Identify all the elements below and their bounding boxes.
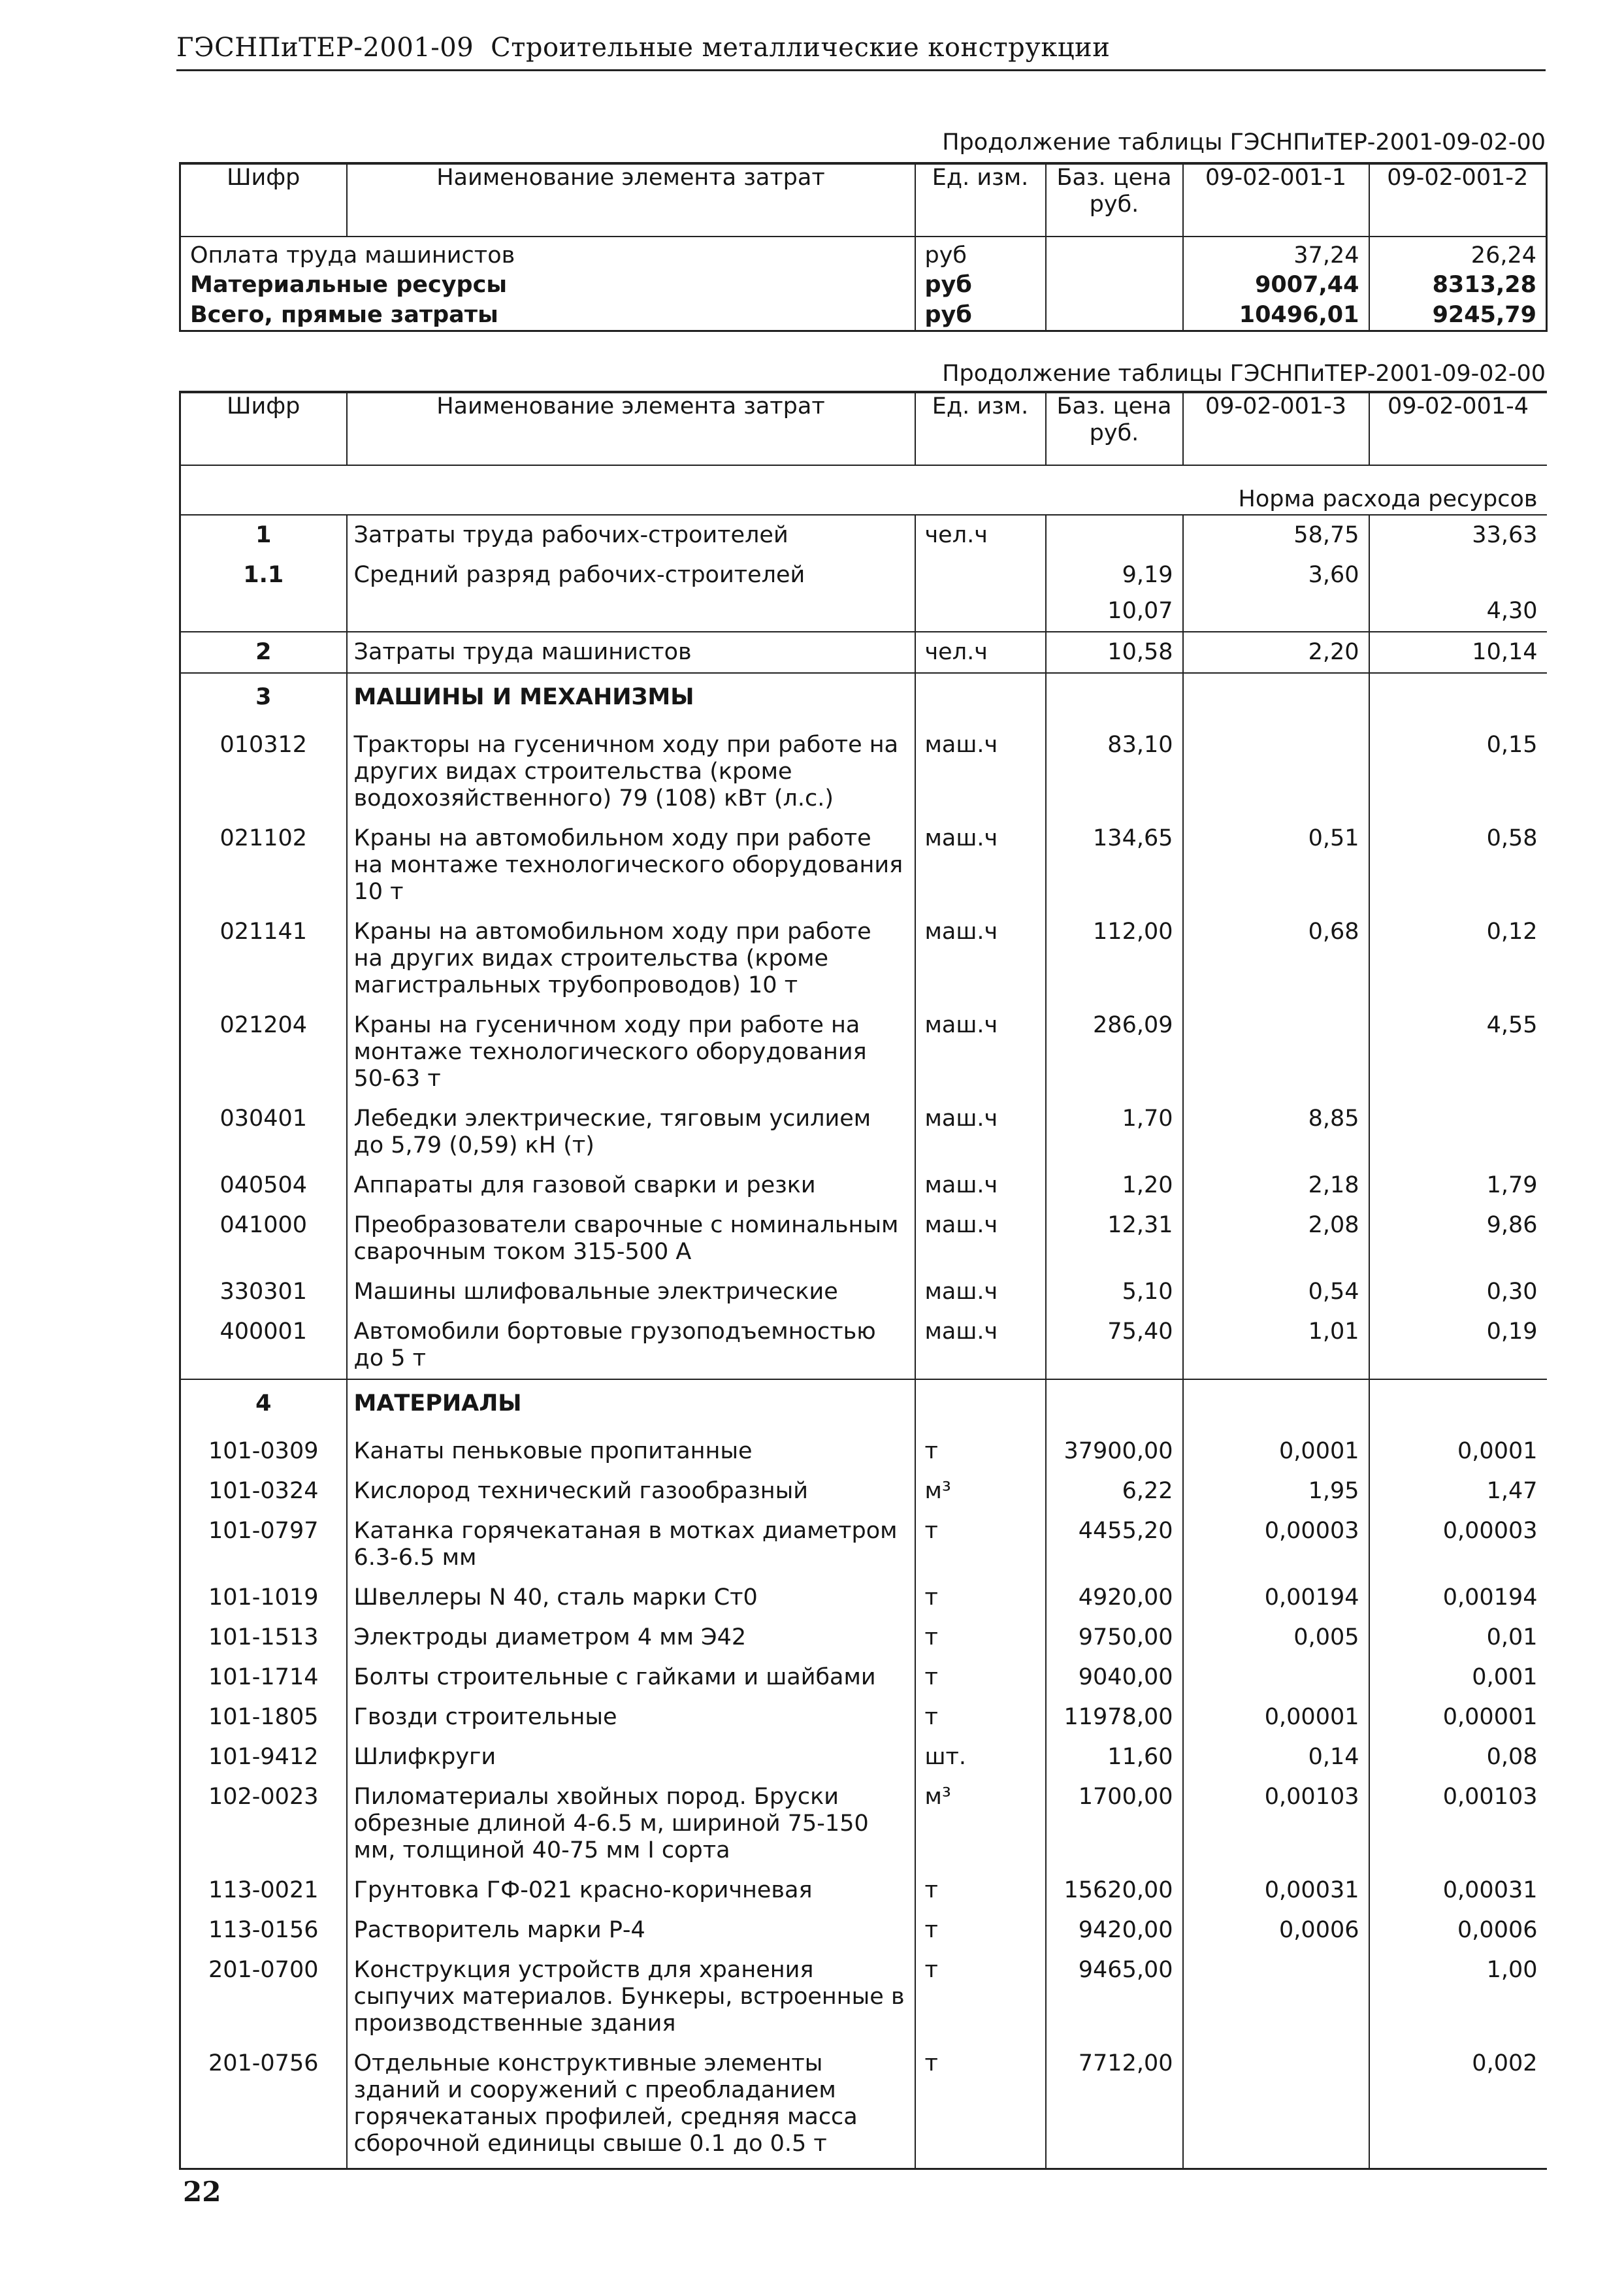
row-value-a: 2,08 bbox=[1183, 1205, 1369, 1272]
header-text bbox=[176, 33, 1110, 63]
row-value-a bbox=[1183, 717, 1369, 819]
row-price: 112,00 bbox=[1046, 912, 1183, 1006]
row-code: 030401 bbox=[219, 1106, 308, 1132]
row-price: 1,70 bbox=[1046, 1099, 1183, 1166]
row-name: МАШИНЫ И МЕХАНИЗМЫ bbox=[347, 673, 915, 717]
row-price: 9465,00 bbox=[1046, 1950, 1183, 2044]
row-code: 101-1714 bbox=[208, 1664, 319, 1690]
row-name: Автомобили бортовые грузоподъемностью до 5 т bbox=[347, 1312, 915, 1379]
table-row bbox=[180, 1618, 1547, 1658]
row-unit: руб bbox=[915, 272, 1046, 302]
row-price: 10,58 bbox=[1046, 632, 1183, 673]
row-unit: т bbox=[915, 1424, 1046, 1471]
table-row bbox=[180, 1379, 1547, 1424]
row-name: Затраты труда рабочих-строителей bbox=[347, 515, 915, 555]
row-name: Конструкция устройств для хранения сыпучих материалов. Бункеры, встроенные в производственные здания bbox=[347, 1950, 915, 2044]
row-price: 9750,00 bbox=[1046, 1618, 1183, 1658]
table-row bbox=[180, 1697, 1547, 1737]
row-price bbox=[1046, 1379, 1183, 1424]
row-code: 1.1 bbox=[243, 562, 284, 588]
row-code: 101-1805 bbox=[208, 1704, 319, 1730]
table-row bbox=[180, 1312, 1547, 1379]
row-name: Аппараты для газовой сварки и резки bbox=[347, 1166, 915, 1205]
row-unit: т bbox=[915, 1658, 1046, 1697]
row-name: Пиломатериалы хвойных пород. Бруски обрезные длиной 4-6.5 м, шириной 75-150 мм, толщиной 40-75 мм I сорта bbox=[347, 1777, 915, 1871]
row-value-a bbox=[1183, 1950, 1369, 2044]
row-value-a: 0,00103 bbox=[1183, 1777, 1369, 1871]
table1-col-name: Наименование элемента затрат bbox=[347, 163, 915, 237]
row-price: 11978,00 bbox=[1046, 1697, 1183, 1737]
row-value-b: 1,79 bbox=[1369, 1166, 1547, 1205]
row-value-a: 0,0001 bbox=[1183, 1424, 1369, 1471]
page-number: 22 bbox=[183, 2176, 221, 2208]
table-row bbox=[180, 1737, 1547, 1777]
table-row bbox=[180, 555, 1547, 595]
row-price bbox=[1046, 272, 1183, 302]
table-row bbox=[180, 1950, 1547, 2044]
table-row bbox=[180, 717, 1547, 819]
row-unit bbox=[915, 555, 1046, 595]
row-value-b: 0,12 bbox=[1369, 912, 1547, 1006]
row-unit: маш.ч bbox=[915, 1006, 1046, 1099]
row-value-a: 8,85 bbox=[1183, 1099, 1369, 1166]
table-row bbox=[180, 1658, 1547, 1697]
row-value-b: 0,002 bbox=[1369, 2044, 1547, 2169]
row-value-a: 10496,01 bbox=[1183, 302, 1369, 331]
row-price: 75,40 bbox=[1046, 1312, 1183, 1379]
row-price: 5,10 bbox=[1046, 1272, 1183, 1312]
row-value-b: 0,00003 bbox=[1369, 1511, 1547, 1578]
table-row bbox=[180, 2044, 1547, 2169]
row-value-b: 0,0006 bbox=[1369, 1910, 1547, 1950]
table-row bbox=[180, 632, 1547, 673]
row-code: 101-0309 bbox=[208, 1438, 319, 1464]
row-unit: маш.ч bbox=[915, 1166, 1046, 1205]
row-name: Средний разряд рабочих-строителей bbox=[347, 555, 915, 595]
row-name: Болты строительные с гайками и шайбами bbox=[347, 1658, 915, 1697]
row-value-a: 0,00001 bbox=[1183, 1697, 1369, 1737]
table-row bbox=[180, 302, 1547, 331]
table1-header-row bbox=[180, 163, 1547, 237]
row-value-a bbox=[1183, 2044, 1369, 2169]
row-name: Тракторы на гусеничном ходу при работе на других видах строительства (кроме водохозяйственного) 79 (108) кВт (л.с.) bbox=[347, 717, 915, 819]
row-price: 15620,00 bbox=[1046, 1871, 1183, 1910]
row-value-b: 0,00001 bbox=[1369, 1697, 1547, 1737]
table2-body bbox=[180, 515, 1547, 2169]
row-price: 7712,00 bbox=[1046, 2044, 1183, 2169]
row-code bbox=[180, 595, 347, 632]
row-code: 101-9412 bbox=[208, 1744, 319, 1770]
row-name: Краны на автомобильном ходу при работе на других видах строительства (кроме магистральных трубопроводов) 10 т bbox=[347, 912, 915, 1006]
row-price: 286,09 bbox=[1046, 1006, 1183, 1099]
row-name: Материальные ресурсы bbox=[190, 272, 507, 298]
row-value-a bbox=[1183, 595, 1369, 632]
row-unit: маш.ч bbox=[915, 912, 1046, 1006]
row-value-b: 1,47 bbox=[1369, 1471, 1547, 1511]
row-name: Шлифкруги bbox=[347, 1737, 915, 1777]
row-unit: чел.ч bbox=[915, 515, 1046, 555]
table-row bbox=[180, 1205, 1547, 1272]
table-row bbox=[180, 1272, 1547, 1312]
row-code: 021141 bbox=[219, 919, 308, 945]
row-unit: маш.ч bbox=[915, 1312, 1046, 1379]
row-unit: маш.ч bbox=[915, 717, 1046, 819]
table-row bbox=[180, 1578, 1547, 1618]
row-price: 1,20 bbox=[1046, 1166, 1183, 1205]
row-value-b: 4,55 bbox=[1369, 1006, 1547, 1099]
row-code: 021102 bbox=[219, 825, 308, 851]
table2-caption: Продолжение таблицы ГЭСНПиТЕР-2001-09-02-00 bbox=[942, 361, 1546, 387]
row-unit: т bbox=[915, 1910, 1046, 1950]
table2-col-b: 09-02-001-4 bbox=[1369, 392, 1547, 465]
row-unit: чел.ч bbox=[915, 632, 1046, 673]
row-unit: т bbox=[915, 1697, 1046, 1737]
row-value-b: 0,0001 bbox=[1369, 1424, 1547, 1471]
row-value-a: 37,24 bbox=[1183, 237, 1369, 272]
row-value-a: 9007,44 bbox=[1183, 272, 1369, 302]
table-row bbox=[180, 1006, 1547, 1099]
table-row bbox=[180, 515, 1547, 555]
row-price: 12,31 bbox=[1046, 1205, 1183, 1272]
norm-label: Норма расхода ресурсов bbox=[1238, 486, 1538, 512]
row-code: 1 bbox=[255, 522, 272, 548]
row-value-a: 0,00003 bbox=[1183, 1511, 1369, 1578]
row-code: 3 bbox=[255, 684, 272, 710]
row-value-b bbox=[1369, 1379, 1547, 1424]
row-price bbox=[1046, 515, 1183, 555]
table2-col-price: Баз. цена руб. bbox=[1046, 392, 1183, 465]
row-price: 37900,00 bbox=[1046, 1424, 1183, 1471]
row-code: 010312 bbox=[219, 732, 308, 758]
table1 bbox=[179, 162, 1548, 332]
row-price: 4920,00 bbox=[1046, 1578, 1183, 1618]
row-unit: т bbox=[915, 1578, 1046, 1618]
row-name: Оплата труда машинистов bbox=[190, 242, 515, 269]
row-name: Машины шлифовальные электрические bbox=[347, 1272, 915, 1312]
row-unit: т bbox=[915, 1871, 1046, 1910]
row-price: 9420,00 bbox=[1046, 1910, 1183, 1950]
table-row bbox=[180, 1099, 1547, 1166]
row-name: Катанка горячекатаная в мотках диаметром 6.3-6.5 мм bbox=[347, 1511, 915, 1578]
table1-col-price: Баз. цена руб. bbox=[1046, 163, 1183, 237]
row-value-b: 0,08 bbox=[1369, 1737, 1547, 1777]
table1-caption: Продолжение таблицы ГЭСНПиТЕР-2001-09-02-00 bbox=[942, 129, 1546, 156]
row-value-a bbox=[1183, 1379, 1369, 1424]
row-code: 4 bbox=[255, 1390, 272, 1417]
row-code: 101-0324 bbox=[208, 1478, 319, 1504]
row-code: 101-1019 bbox=[208, 1584, 319, 1611]
row-value-b bbox=[1369, 555, 1547, 595]
header-title: Строительные металлические конструкции bbox=[491, 33, 1111, 63]
table-row bbox=[180, 1511, 1547, 1578]
table-row bbox=[180, 1166, 1547, 1205]
table-row bbox=[180, 673, 1547, 717]
row-name: Лебедки электрические, тяговым усилием до 5,79 (0,59) кН (т) bbox=[347, 1099, 915, 1166]
row-price bbox=[1046, 302, 1183, 331]
row-price: 10,07 bbox=[1046, 595, 1183, 632]
row-code: 330301 bbox=[219, 1279, 308, 1305]
row-unit: м³ bbox=[915, 1471, 1046, 1511]
row-name: Растворитель марки Р-4 bbox=[347, 1910, 915, 1950]
row-value-a: 0,54 bbox=[1183, 1272, 1369, 1312]
row-name: Отдельные конструктивные элементы зданий и сооружений с преобладанием горячекатаных профилей, средняя масса сборочной единицы свыше 0.1 до 0.5 т bbox=[347, 2044, 915, 2169]
row-unit bbox=[915, 595, 1046, 632]
row-value-b bbox=[1369, 673, 1547, 717]
row-value-a: 2,18 bbox=[1183, 1166, 1369, 1205]
row-unit: маш.ч bbox=[915, 819, 1046, 912]
row-price: 83,10 bbox=[1046, 717, 1183, 819]
row-code: 201-0756 bbox=[208, 2050, 319, 2076]
row-unit bbox=[915, 673, 1046, 717]
row-value-b: 0,00031 bbox=[1369, 1871, 1547, 1910]
row-value-a: 0,005 bbox=[1183, 1618, 1369, 1658]
row-code: 400001 bbox=[219, 1319, 308, 1345]
row-value-a: 0,14 bbox=[1183, 1737, 1369, 1777]
row-name: Грунтовка ГФ-021 красно-коричневая bbox=[347, 1871, 915, 1910]
row-price: 9,19 bbox=[1046, 555, 1183, 595]
row-price bbox=[1046, 237, 1183, 272]
row-value-b bbox=[1369, 1099, 1547, 1166]
row-value-a: 0,51 bbox=[1183, 819, 1369, 912]
table-row bbox=[180, 912, 1547, 1006]
row-value-a bbox=[1183, 673, 1369, 717]
table-row bbox=[180, 1471, 1547, 1511]
row-value-a bbox=[1183, 1658, 1369, 1697]
row-code: 040504 bbox=[219, 1172, 308, 1198]
row-code: 2 bbox=[255, 639, 272, 665]
row-name: Всего, прямые затраты bbox=[190, 302, 498, 328]
table1-col-code: Шифр bbox=[227, 165, 300, 191]
header-code: ГЭСНПиТЕР-2001-09 bbox=[176, 33, 474, 63]
row-unit: руб bbox=[915, 237, 1046, 272]
row-value-a: 58,75 bbox=[1183, 515, 1369, 555]
row-value-a bbox=[1183, 1006, 1369, 1099]
row-code: 041000 bbox=[219, 1212, 308, 1238]
row-price: 6,22 bbox=[1046, 1471, 1183, 1511]
table2 bbox=[179, 391, 1547, 2170]
row-name: Преобразователи сварочные с номинальным сварочным током 315-500 А bbox=[347, 1205, 915, 1272]
row-price: 9040,00 bbox=[1046, 1658, 1183, 1697]
row-value-a: 1,01 bbox=[1183, 1312, 1369, 1379]
row-name: Гвозди строительные bbox=[347, 1697, 915, 1737]
row-unit: м³ bbox=[915, 1777, 1046, 1871]
row-code: 101-0797 bbox=[208, 1518, 319, 1544]
row-value-b: 0,00194 bbox=[1369, 1578, 1547, 1618]
row-value-b: 0,19 bbox=[1369, 1312, 1547, 1379]
row-value-b: 10,14 bbox=[1369, 632, 1547, 673]
row-value-b: 0,15 bbox=[1369, 717, 1547, 819]
row-price: 11,60 bbox=[1046, 1737, 1183, 1777]
row-price: 134,65 bbox=[1046, 819, 1183, 912]
row-unit: маш.ч bbox=[915, 1272, 1046, 1312]
row-value-b: 0,01 bbox=[1369, 1618, 1547, 1658]
table2-header-row bbox=[180, 392, 1547, 465]
row-value-b: 1,00 bbox=[1369, 1950, 1547, 2044]
row-name: Канаты пеньковые пропитанные bbox=[347, 1424, 915, 1471]
table1-col-unit: Ед. изм. bbox=[915, 163, 1046, 237]
row-value-a: 2,20 bbox=[1183, 632, 1369, 673]
table1-col-a: 09-02-001-1 bbox=[1183, 163, 1369, 237]
table-row bbox=[180, 1777, 1547, 1871]
row-value-a: 0,00194 bbox=[1183, 1578, 1369, 1618]
row-value-b: 8313,28 bbox=[1369, 272, 1547, 302]
row-value-b: 26,24 bbox=[1369, 237, 1547, 272]
row-unit: руб bbox=[915, 302, 1046, 331]
row-unit bbox=[915, 1379, 1046, 1424]
row-code: 021204 bbox=[219, 1012, 308, 1038]
table1-col-b: 09-02-001-2 bbox=[1369, 163, 1547, 237]
table-row bbox=[180, 1424, 1547, 1471]
table-row bbox=[180, 237, 1547, 272]
row-unit: маш.ч bbox=[915, 1205, 1046, 1272]
norm-row bbox=[180, 465, 1547, 515]
row-price bbox=[1046, 673, 1183, 717]
row-name: Электроды диаметром 4 мм Э42 bbox=[347, 1618, 915, 1658]
row-name bbox=[347, 595, 915, 632]
row-unit: т bbox=[915, 1511, 1046, 1578]
table-row bbox=[180, 272, 1547, 302]
row-unit: шт. bbox=[915, 1737, 1046, 1777]
row-value-b: 9245,79 bbox=[1369, 302, 1547, 331]
row-name: Краны на автомобильном ходу при работе на монтаже технологического оборудования 10 т bbox=[347, 819, 915, 912]
table-row bbox=[180, 819, 1547, 912]
row-value-b: 0,00103 bbox=[1369, 1777, 1547, 1871]
row-unit: т bbox=[915, 1950, 1046, 2044]
row-value-b: 0,30 bbox=[1369, 1272, 1547, 1312]
row-code: 113-0021 bbox=[208, 1877, 319, 1903]
row-price: 4455,20 bbox=[1046, 1511, 1183, 1578]
row-code: 102-0023 bbox=[208, 1784, 319, 1810]
row-value-a: 3,60 bbox=[1183, 555, 1369, 595]
table2-col-name: Наименование элемента затрат bbox=[347, 392, 915, 465]
table-row bbox=[180, 1910, 1547, 1950]
row-unit: т bbox=[915, 1618, 1046, 1658]
row-name: Кислород технический газообразный bbox=[347, 1471, 915, 1511]
row-code: 113-0156 bbox=[208, 1917, 319, 1943]
row-unit: маш.ч bbox=[915, 1099, 1046, 1166]
row-value-a: 1,95 bbox=[1183, 1471, 1369, 1511]
row-name: Швеллеры N 40, сталь марки Ст0 bbox=[347, 1578, 915, 1618]
table2-col-unit: Ед. изм. bbox=[915, 392, 1046, 465]
row-price: 1700,00 bbox=[1046, 1777, 1183, 1871]
row-value-a: 0,68 bbox=[1183, 912, 1369, 1006]
row-code: 201-0700 bbox=[208, 1957, 319, 1983]
row-value-b: 33,63 bbox=[1369, 515, 1547, 555]
row-value-b: 0,001 bbox=[1369, 1658, 1547, 1697]
row-name: Краны на гусеничном ходу при работе на монтаже технологического оборудования 50-63 т bbox=[347, 1006, 915, 1099]
header-rule bbox=[176, 69, 1546, 71]
row-value-b: 0,58 bbox=[1369, 819, 1547, 912]
row-value-a: 0,00031 bbox=[1183, 1871, 1369, 1910]
row-code: 101-1513 bbox=[208, 1624, 319, 1650]
table-row bbox=[180, 595, 1547, 632]
row-unit: т bbox=[915, 2044, 1046, 2169]
table-row bbox=[180, 1871, 1547, 1910]
row-name: Затраты труда машинистов bbox=[347, 632, 915, 673]
table2-col-code: Шифр bbox=[227, 393, 300, 419]
row-value-a: 0,0006 bbox=[1183, 1910, 1369, 1950]
row-name: МАТЕРИАЛЫ bbox=[347, 1379, 915, 1424]
row-value-b: 9,86 bbox=[1369, 1205, 1547, 1272]
table2-col-a: 09-02-001-3 bbox=[1183, 392, 1369, 465]
row-value-b: 4,30 bbox=[1369, 595, 1547, 632]
